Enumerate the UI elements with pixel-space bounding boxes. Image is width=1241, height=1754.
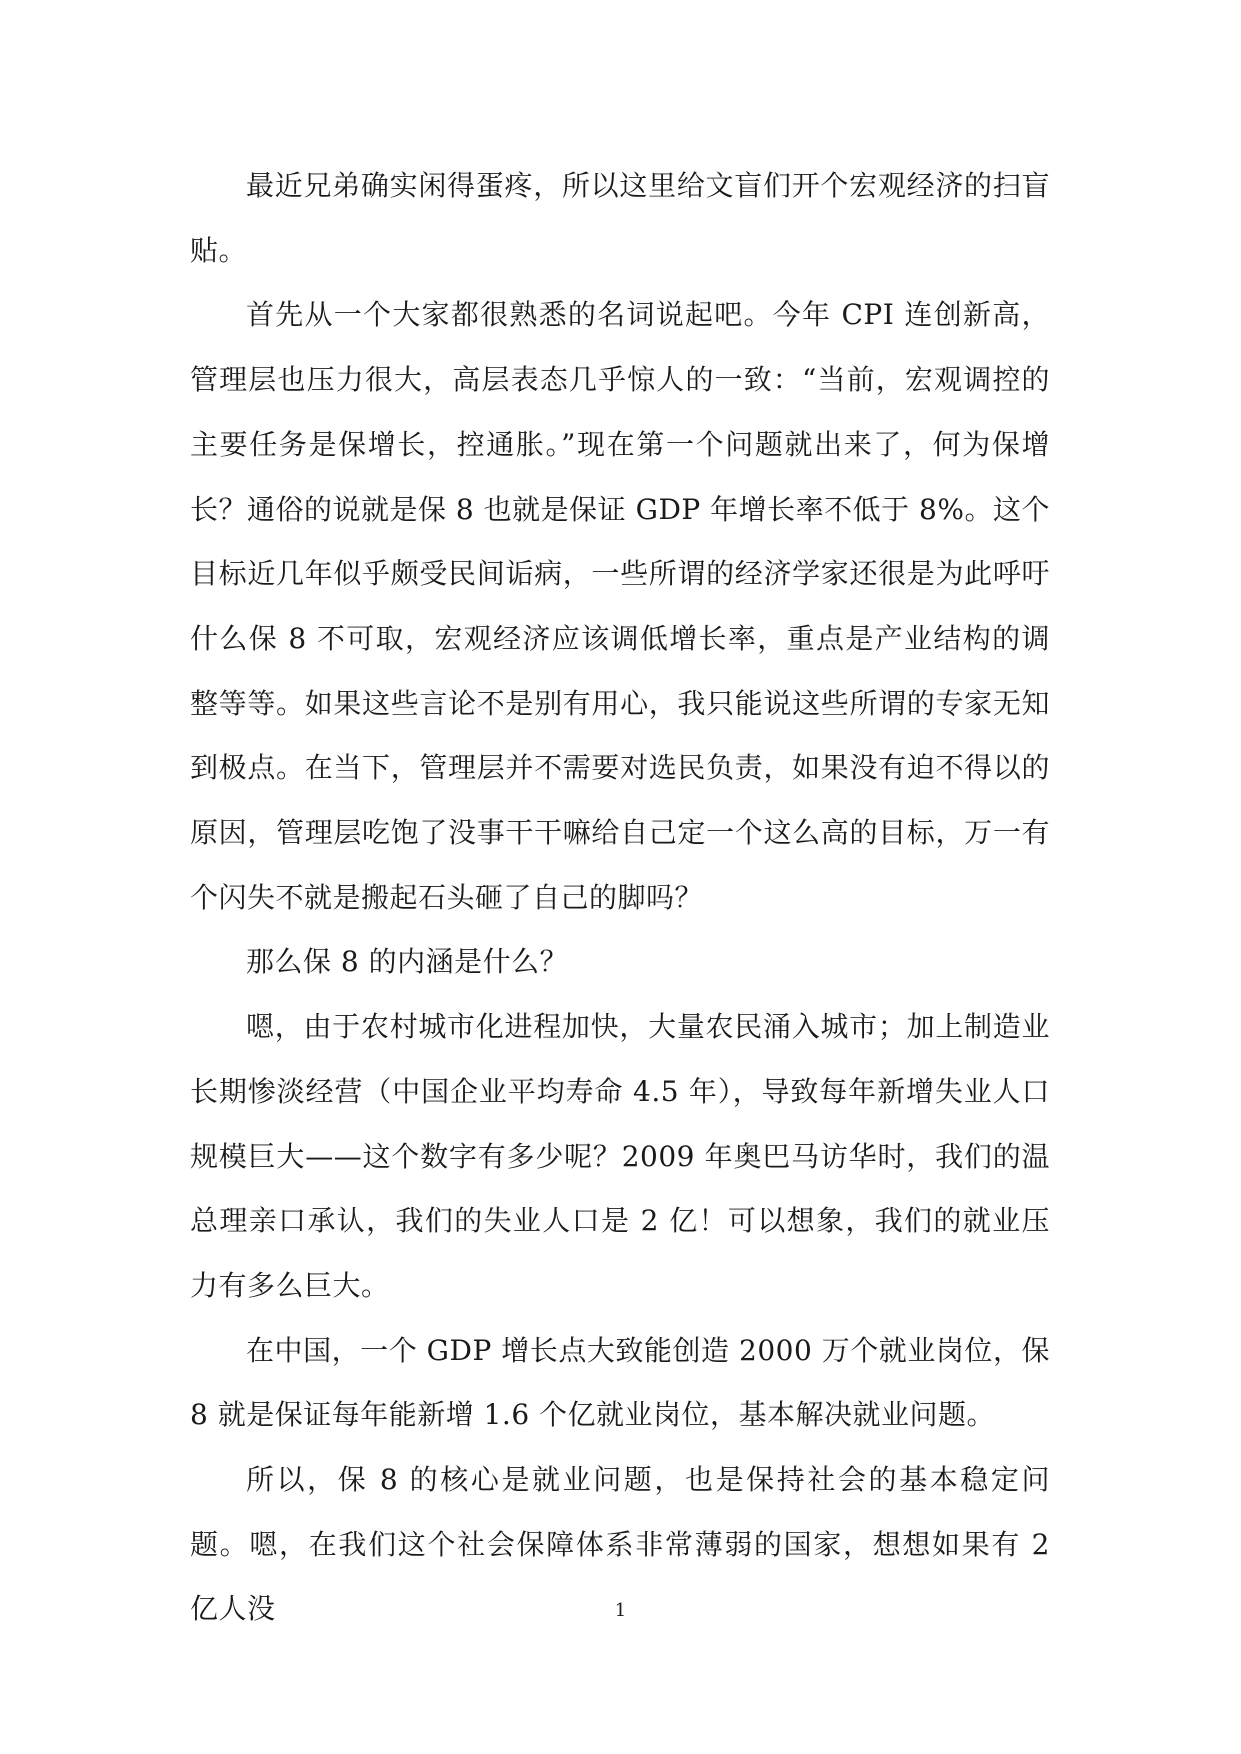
paragraph-cpi-growth: 首先从一个大家都很熟悉的名词说起吧。今年 CPI 连创新高，管理层也压力很大，高层表态几乎惊人的一致：“当前，宏观调控的主要任务是保增长，控通胀。”现在第一个问题就出来了，何为保增长？通俗的说就是保 8 也就是保证 GDP 年增长率不低于 8%。这个目标近几年似乎颇受民间诟病，一些所谓的经济学家还很是为此呼吁什么保 8 不可取，宏观经济应该调低增长率，重点是产业结构的调整等等。如果这些言论不是别有用心，我只能说这些所谓的专家无知到极点。在当下，管理层并不需要对选民负责，如果没有迫不得以的原因，管理层吃饱了没事干干嘛给自己定一个这么高的目标，万一有个闪失不就是搬起石头砸了自己的脚吗？ — [190, 298, 1050, 914]
paragraph-jobs: 在中国，一个 GDP 增长点大致能创造 2000 万个就业岗位，保 8 就是保证每年能新增 1.6 个亿就业岗位，基本解决就业问题。 — [190, 1333, 1050, 1432]
document-body — [190, 154, 1050, 1642]
page-number: 1 — [614, 1600, 627, 1621]
paragraph-question: 那么保 8 的内涵是什么？ — [246, 945, 569, 979]
paragraph-intro: 最近兄弟确实闲得蛋疼，所以这里给文盲们开个宏观经济的扫盲贴。 — [190, 169, 1050, 267]
paragraph-unemployment: 嗯，由于农村城市化进程加快，大量农民涌入城市；加上制造业长期惨淡经营（中国企业平均寿命 4.5 年），导致每年新增失业人口规模巨大——这个数字有多少呢？2009 年奥巴马访华时，我们的温总理亲口承认，我们的失业人口是 2 亿！可以想象，我们的就业压力有多么巨大。 — [190, 1010, 1050, 1302]
paragraph-core: 所以，保 8 的核心是就业问题，也是保持社会的基本稳定问题。嗯，在我们这个社会保障体系非常薄弱的国家，想想如果有 2 亿人没 — [190, 1463, 1050, 1626]
